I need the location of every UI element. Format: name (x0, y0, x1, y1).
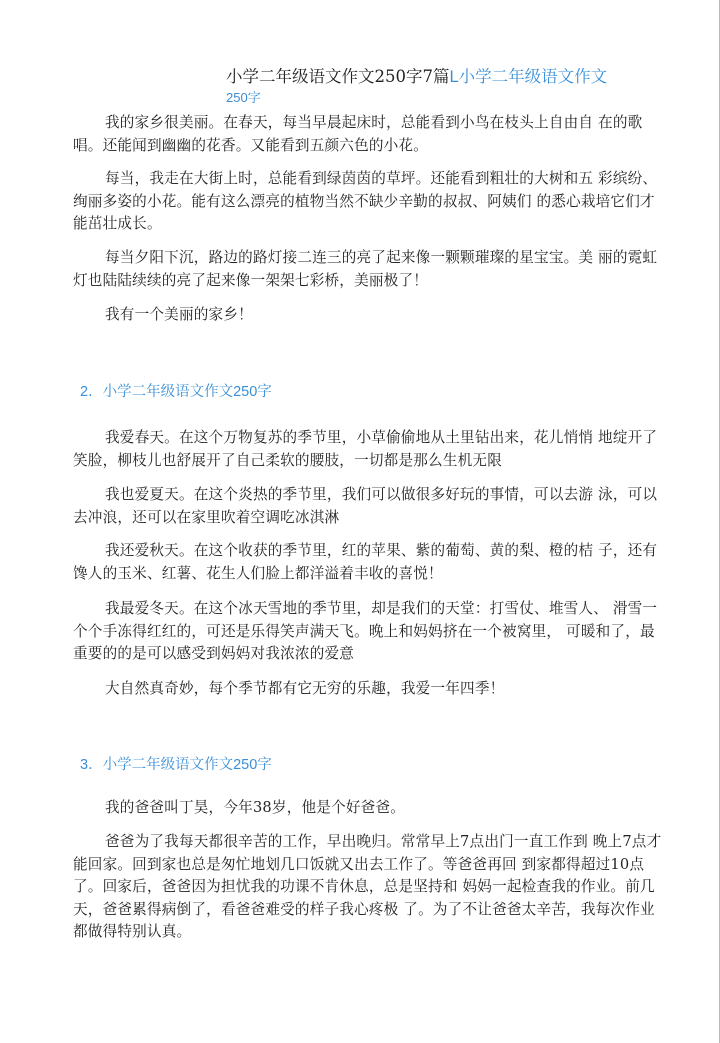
document-title (226, 64, 656, 106)
paragraph: 爸爸为了我每天都很辛苦的工作，早出晚归。常常早上7点出门一直工作到 晚上7点才能回家。回到家也总是匆忙地划几口饭就又出去工作了。等爸爸再回 到家都得超过10点了。回家后，爸爸因为担忧我的功课不肯休息，总是坚持和 妈妈一起检查我的作业。前几天，爸爸累得病倒了，看爸爸难受的样子我心疼极 了。为了不让爸爸太辛苦，我每次作业都做得特别认真。 (73, 833, 662, 940)
title-sub-a: L小学二年级语文作文 (449, 68, 608, 86)
paragraph: 每当夕阳下沉，路边的路灯接二连三的亮了起来像一颗颗璀璨的星宝宝。美 丽的霓虹灯也陆陆续续的亮了起来像一架架七彩桥，美丽极了！ (73, 249, 658, 289)
paragraph: 每当，我走在大街上时，总能看到绿茵茵的草坪。还能看到粗壮的大树和五 彩缤纷、绚丽多姿的小花。能有这么漂亮的植物当然不缺少辛勤的叔叔、阿姨们 的悉心栽培它们才能茁壮成长。 (73, 170, 658, 232)
title-sub-b: 250字 (226, 90, 261, 105)
paragraph: 大自然真奇妙，每个季节都有它无穷的乐趣，我爱一年四季！ (105, 680, 505, 697)
paragraph: 我有一个美丽的家乡！ (105, 306, 253, 323)
paragraph: 我还爱秋天。在这个收获的季节里，红的苹果、紫的葡萄、黄的梨、橙的桔 子，还有馋人的玉米、红薯、花生人们脸上都洋溢着丰收的喜悦！ (73, 542, 658, 582)
paragraph: 我的爸爸叫丁昊，今年38岁，他是个好爸爸。 (105, 799, 406, 816)
section-heading: 3．小学二年级语文作文250字 (80, 757, 272, 773)
title-main: 小学二年级语文作文250字7篇 (226, 67, 450, 86)
paragraph: 我也爱夏天。在这个炎热的季节里，我们可以做很多好玩的事情，可以去游 泳，可以去冲浪，还可以在家里吹着空调吃冰淇淋 (73, 486, 658, 526)
paragraph: 我最爱冬天。在这个冰天雪地的季节里，却是我们的天堂：打雪仗、堆雪人、 滑雪一个个手冻得红红的，可还是乐得笑声满天飞。晚上和妈妈挤在一个被窝里， 可暖和了，最重要的的是可以感受到妈妈对我浓浓的爱意 (73, 600, 658, 662)
paragraph: 我爱春天。在这个万物复苏的季节里，小草偷偷地从土里钻出来，花儿悄悄 地绽开了笑脸，柳枝儿也舒展开了自己柔软的腰肢，一切都是那么生机无限 (73, 429, 658, 469)
section-heading: 2．小学二年级语文作文250字 (80, 384, 272, 400)
paragraph: 我的家乡很美丽。在春天，每当早晨起床时，总能看到小鸟在枝头上自由自 在的歌唱。还能闻到幽幽的花香。又能看到五颜六色的小花。 (73, 114, 643, 154)
